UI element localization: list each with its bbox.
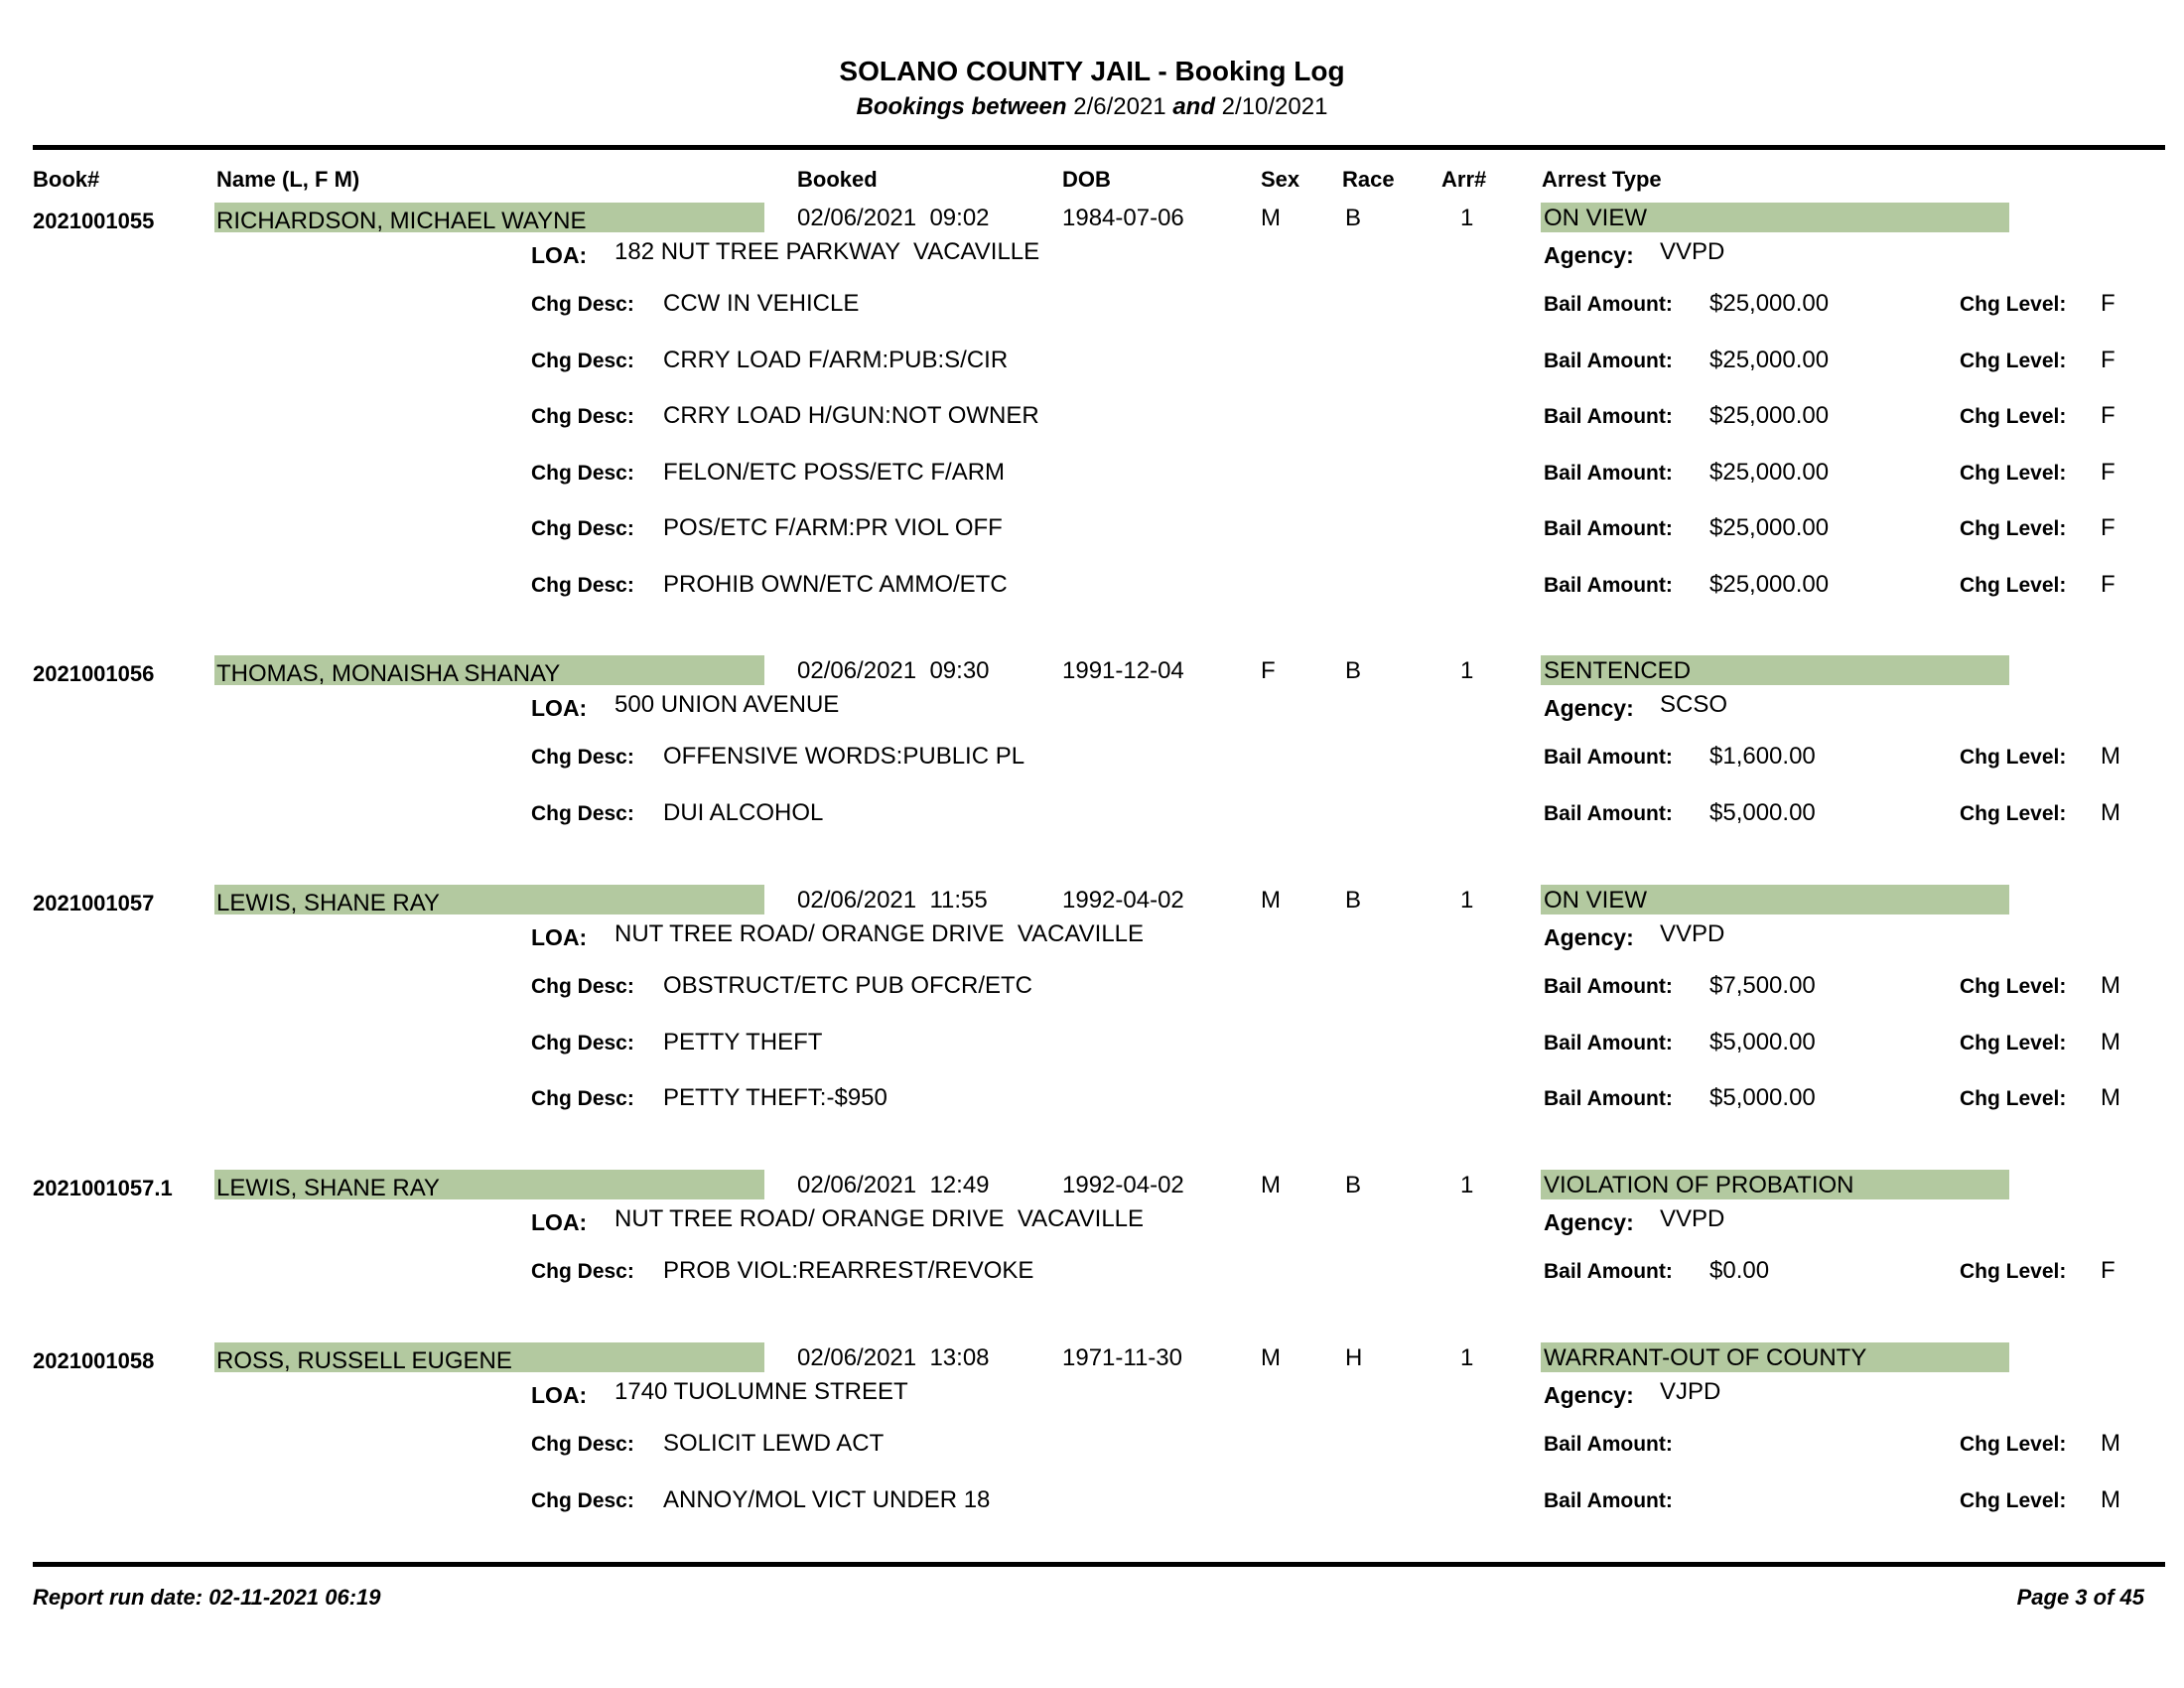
- loa-value: 500 UNION AVENUE: [614, 691, 840, 718]
- charge-level: F: [2101, 290, 2116, 317]
- agency-value: SCSO: [1660, 691, 1728, 718]
- bail-amount-label: Bail Amount:: [1544, 802, 1673, 825]
- chg-desc-label: Chg Desc:: [531, 1433, 634, 1456]
- booked-datetime: 02/06/2021 09:30: [797, 657, 990, 684]
- end-date: 2/10/2021: [1221, 93, 1328, 120]
- loa-value: NUT TREE ROAD/ ORANGE DRIVE VACAVILLE: [614, 1205, 1145, 1232]
- charge-level: M: [2101, 1084, 2120, 1111]
- arrest-type: SENTENCED: [1544, 657, 1692, 684]
- charge-description: OFFENSIVE WORDS:PUBLIC PL: [663, 743, 1025, 770]
- charge-description: DUI ALCOHOL: [663, 799, 824, 826]
- bail-amount: $0.00: [1709, 1257, 1770, 1284]
- agency-value: VVPD: [1660, 920, 1725, 947]
- arrest-count: 1: [1460, 657, 1474, 684]
- charge-level: M: [2101, 972, 2120, 999]
- book-number: 2021001057.1: [33, 1176, 173, 1200]
- chg-desc-label: Chg Desc:: [531, 1260, 634, 1283]
- start-date: 2/6/2021: [1073, 93, 1166, 120]
- bail-amount-label: Bail Amount:: [1544, 574, 1673, 597]
- bail-amount: $1,600.00: [1709, 743, 1816, 770]
- chg-level-label: Chg Level:: [1960, 746, 2067, 769]
- loa-value: 1740 TUOLUMNE STREET: [614, 1378, 908, 1405]
- race: B: [1345, 887, 1362, 914]
- bail-amount-label: Bail Amount:: [1544, 975, 1673, 998]
- bail-amount-label: Bail Amount:: [1544, 1032, 1673, 1055]
- race: B: [1345, 657, 1362, 684]
- subtitle-and: and: [1172, 93, 1215, 120]
- header-rule: [33, 145, 2165, 150]
- charge-level: M: [2101, 1029, 2120, 1055]
- charge-description: OBSTRUCT/ETC PUB OFCR/ETC: [663, 972, 1033, 999]
- booked-datetime: 02/06/2021 13:08: [797, 1344, 990, 1371]
- bail-amount-label: Bail Amount:: [1544, 746, 1673, 769]
- col-booked: Booked: [797, 167, 878, 192]
- bail-amount: $25,000.00: [1709, 290, 1830, 317]
- charge-level: F: [2101, 347, 2116, 373]
- col-dob: DOB: [1062, 167, 1111, 192]
- sex: M: [1261, 887, 1281, 914]
- chg-desc-label: Chg Desc:: [531, 293, 634, 316]
- dob: 1991-12-04: [1062, 657, 1184, 684]
- col-name: Name (L, F M): [216, 167, 360, 192]
- bail-amount-label: Bail Amount:: [1544, 1260, 1673, 1283]
- book-number: 2021001055: [33, 209, 155, 233]
- chg-desc-label: Chg Desc:: [531, 975, 634, 998]
- chg-desc-label: Chg Desc:: [531, 746, 634, 769]
- arrest-type: ON VIEW: [1544, 205, 1648, 231]
- inmate-name: ROSS, RUSSELL EUGENE: [216, 1347, 512, 1374]
- charge-description: CRRY LOAD H/GUN:NOT OWNER: [663, 402, 1039, 429]
- chg-level-label: Chg Level:: [1960, 517, 2067, 540]
- chg-desc-label: Chg Desc:: [531, 517, 634, 540]
- chg-level-label: Chg Level:: [1960, 802, 2067, 825]
- bail-amount: $25,000.00: [1709, 571, 1830, 598]
- charge-description: CCW IN VEHICLE: [663, 290, 860, 317]
- charge-level: M: [2101, 743, 2120, 770]
- bail-amount-label: Bail Amount:: [1544, 1433, 1673, 1456]
- charge-description: PROHIB OWN/ETC AMMO/ETC: [663, 571, 1008, 598]
- arrest-type: ON VIEW: [1544, 887, 1648, 914]
- inmate-name: RICHARDSON, MICHAEL WAYNE: [216, 208, 587, 234]
- chg-level-label: Chg Level:: [1960, 462, 2067, 485]
- chg-desc-label: Chg Desc:: [531, 462, 634, 485]
- bail-amount-label: Bail Amount:: [1544, 1087, 1673, 1110]
- col-arrest-type: Arrest Type: [1542, 167, 1662, 192]
- bail-amount: $25,000.00: [1709, 347, 1830, 373]
- charge-level: M: [2101, 1430, 2120, 1457]
- charge-level: F: [2101, 571, 2116, 598]
- chg-level-label: Chg Level:: [1960, 293, 2067, 316]
- charge-description: POS/ETC F/ARM:PR VIOL OFF: [663, 514, 1003, 541]
- chg-level-label: Chg Level:: [1960, 350, 2067, 372]
- chg-desc-label: Chg Desc:: [531, 350, 634, 372]
- chg-level-label: Chg Level:: [1960, 1433, 2067, 1456]
- bail-amount: $25,000.00: [1709, 402, 1830, 429]
- sex: M: [1261, 1344, 1281, 1371]
- charge-level: F: [2101, 402, 2116, 429]
- chg-desc-label: Chg Desc:: [531, 574, 634, 597]
- chg-desc-label: Chg Desc:: [531, 405, 634, 428]
- chg-desc-label: Chg Desc:: [531, 1032, 634, 1055]
- agency-label: Agency:: [1544, 242, 1634, 268]
- chg-level-label: Chg Level:: [1960, 1489, 2067, 1512]
- col-race: Race: [1342, 167, 1395, 192]
- agency-value: VJPD: [1660, 1378, 1721, 1405]
- charge-level: F: [2101, 514, 2116, 541]
- arrest-type: WARRANT-OUT OF COUNTY: [1544, 1344, 1867, 1371]
- col-arr: Arr#: [1441, 167, 1487, 192]
- inmate-name: LEWIS, SHANE RAY: [216, 1175, 440, 1201]
- chg-level-label: Chg Level:: [1960, 405, 2067, 428]
- loa-value: NUT TREE ROAD/ ORANGE DRIVE VACAVILLE: [614, 920, 1145, 947]
- footer-rule: [33, 1562, 2165, 1567]
- charge-level: F: [2101, 459, 2116, 486]
- agency-label: Agency:: [1544, 1382, 1634, 1408]
- race: B: [1345, 1172, 1362, 1198]
- bail-amount-label: Bail Amount:: [1544, 293, 1673, 316]
- charge-description: PROB VIOL:REARREST/REVOKE: [663, 1257, 1034, 1284]
- booked-datetime: 02/06/2021 12:49: [797, 1172, 990, 1198]
- chg-level-label: Chg Level:: [1960, 1260, 2067, 1283]
- bail-amount: $5,000.00: [1709, 1084, 1816, 1111]
- bail-amount: $5,000.00: [1709, 799, 1816, 826]
- agency-label: Agency:: [1544, 1209, 1634, 1235]
- bail-amount-label: Bail Amount:: [1544, 462, 1673, 485]
- arrest-count: 1: [1460, 1172, 1474, 1198]
- charge-description: CRRY LOAD F/ARM:PUB:S/CIR: [663, 347, 1009, 373]
- col-sex: Sex: [1261, 167, 1300, 192]
- book-number: 2021001057: [33, 891, 155, 915]
- report-run-date: Report run date: 02-11-2021 06:19: [33, 1585, 381, 1610]
- loa-label: LOA:: [531, 1382, 588, 1408]
- loa-label: LOA:: [531, 924, 588, 950]
- loa-label: LOA:: [531, 695, 588, 721]
- arrest-type: VIOLATION OF PROBATION: [1544, 1172, 1854, 1198]
- bail-amount-label: Bail Amount:: [1544, 350, 1673, 372]
- dob: 1984-07-06: [1062, 205, 1184, 231]
- inmate-name: THOMAS, MONAISHA SHANAY: [216, 660, 561, 687]
- bail-amount-label: Bail Amount:: [1544, 405, 1673, 428]
- bail-amount: $25,000.00: [1709, 514, 1830, 541]
- book-number: 2021001056: [33, 661, 155, 686]
- page-number: Page 3 of 45: [2016, 1585, 2144, 1610]
- dob: 1992-04-02: [1062, 1172, 1184, 1198]
- inmate-name: LEWIS, SHANE RAY: [216, 890, 440, 916]
- loa-value: 182 NUT TREE PARKWAY VACAVILLE: [614, 238, 1040, 265]
- race: H: [1345, 1344, 1363, 1371]
- book-number: 2021001058: [33, 1348, 155, 1373]
- dob: 1992-04-02: [1062, 887, 1184, 914]
- agency-value: VVPD: [1660, 1205, 1725, 1232]
- chg-level-label: Chg Level:: [1960, 975, 2067, 998]
- agency-value: VVPD: [1660, 238, 1725, 265]
- agency-label: Agency:: [1544, 924, 1634, 950]
- charge-description: FELON/ETC POSS/ETC F/ARM: [663, 459, 1006, 486]
- bail-amount: $7,500.00: [1709, 972, 1816, 999]
- arrest-count: 1: [1460, 887, 1474, 914]
- chg-level-label: Chg Level:: [1960, 1032, 2067, 1055]
- col-book: Book#: [33, 167, 100, 192]
- sex: M: [1261, 205, 1281, 231]
- race: B: [1345, 205, 1362, 231]
- arrest-count: 1: [1460, 205, 1474, 231]
- subtitle-prefix: Bookings between: [856, 93, 1067, 120]
- chg-desc-label: Chg Desc:: [531, 1087, 634, 1110]
- booked-datetime: 02/06/2021 11:55: [797, 887, 988, 914]
- sex: M: [1261, 1172, 1281, 1198]
- bail-amount-label: Bail Amount:: [1544, 517, 1673, 540]
- chg-level-label: Chg Level:: [1960, 1087, 2067, 1110]
- charge-level: M: [2101, 799, 2120, 826]
- sex: F: [1261, 657, 1276, 684]
- charge-description: PETTY THEFT: [663, 1029, 823, 1055]
- agency-label: Agency:: [1544, 695, 1634, 721]
- charge-description: PETTY THEFT:-$950: [663, 1084, 887, 1111]
- charge-level: F: [2101, 1257, 2116, 1284]
- chg-desc-label: Chg Desc:: [531, 1489, 634, 1512]
- bail-amount: $5,000.00: [1709, 1029, 1816, 1055]
- charge-description: SOLICIT LEWD ACT: [663, 1430, 885, 1457]
- booked-datetime: 02/06/2021 09:02: [797, 205, 990, 231]
- chg-desc-label: Chg Desc:: [531, 802, 634, 825]
- loa-label: LOA:: [531, 1209, 588, 1235]
- bail-amount-label: Bail Amount:: [1544, 1489, 1673, 1512]
- report-title: SOLANO COUNTY JAIL - Booking Log: [839, 56, 1345, 86]
- charge-level: M: [2101, 1486, 2120, 1513]
- charge-description: ANNOY/MOL VICT UNDER 18: [663, 1486, 991, 1513]
- dob: 1971-11-30: [1062, 1344, 1182, 1371]
- bail-amount: $25,000.00: [1709, 459, 1830, 486]
- chg-level-label: Chg Level:: [1960, 574, 2067, 597]
- report-subtitle: [0, 93, 2184, 121]
- loa-label: LOA:: [531, 242, 588, 268]
- arrest-count: 1: [1460, 1344, 1474, 1371]
